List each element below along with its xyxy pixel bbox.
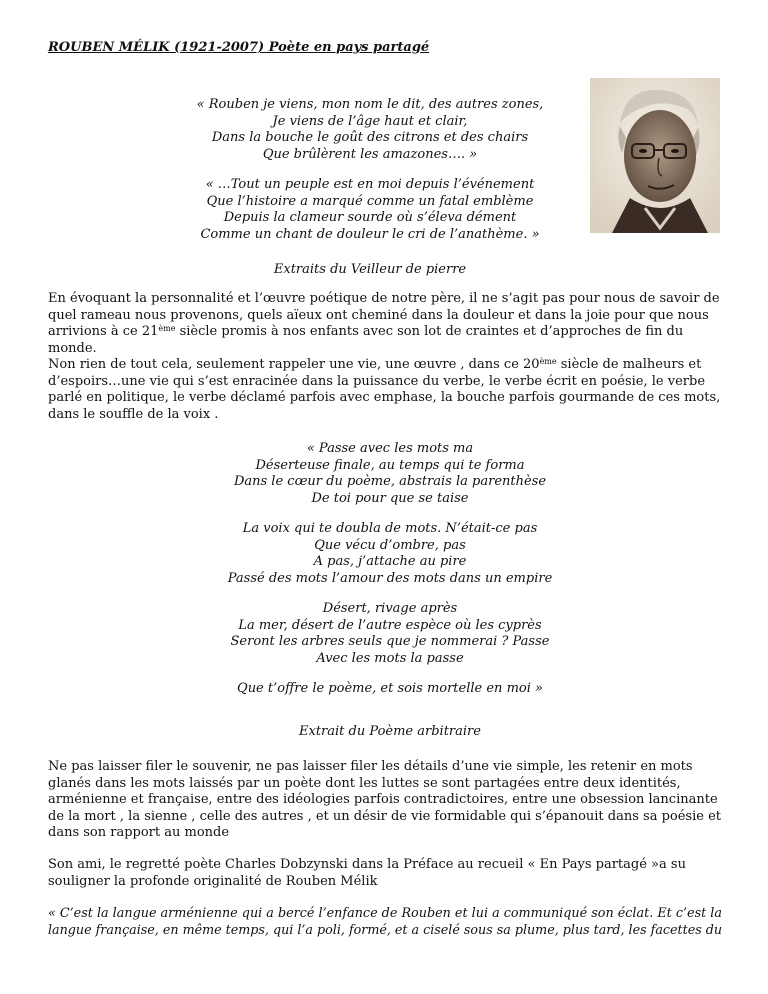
poem-line: Avec les mots la passe xyxy=(316,650,464,666)
poem-excerpt-veilleur xyxy=(180,97,560,243)
poem-line: De toi pour que se taise xyxy=(311,490,469,506)
text-line: dans son rapport au monde xyxy=(48,825,230,840)
poem-line: Seront les arbres seuls que je nommerai ? Passe xyxy=(230,634,550,649)
poem-line: « …Tout un peuple est en moi depuis l’événement xyxy=(205,177,535,192)
poem-line: Que l’histoire a marqué comme un fatal emblème xyxy=(206,193,534,209)
page-title: ROUBEN MÉLIK (1921-2007) Poète en pays partagé xyxy=(48,40,430,55)
poem-line: Depuis la clameur sourde où s’éleva dément xyxy=(223,210,517,225)
poem-excerpt-arbitraire xyxy=(180,441,600,698)
poem-source-caption: Extraits du Veilleur de pierre xyxy=(273,262,467,277)
poem-line: Déserteuse finale, au temps qui te forma xyxy=(255,457,525,473)
text-line: d’espoirs…une vie qui s’est enracinée dans la puissance du verbe, le verbe écrit en poésie, le verbe xyxy=(48,373,706,389)
memory-paragraph xyxy=(48,759,722,842)
text-line: Ne pas laisser filer le souvenir, ne pas laisser filer les détails d’une vie simple, les retenir en mots xyxy=(48,759,693,774)
text-line: « C’est la langue arménienne qui a bercé l’enfance de Rouben et lui a communiqué son éclat. Et c’est la xyxy=(48,906,722,921)
poem-line: Passé des mots l’amour des mots dans un empire xyxy=(227,570,553,586)
poem-line: Dans la bouche le goût des citrons et des chairs xyxy=(211,130,529,145)
text-line: monde. xyxy=(48,340,97,356)
text-line: parlé en politique, le verbe déclamé parfois avec emphase, la bouche parfois gourmande de ces mots, xyxy=(48,390,721,405)
quote-paragraph xyxy=(48,906,722,939)
poem-line: La voix qui te doubla de mots. N’était-ce pas xyxy=(242,521,538,536)
poem-line: Que brûlèrent les amazones…. » xyxy=(262,146,478,162)
author-portrait xyxy=(590,78,720,233)
text-line: langue française, en même temps, qui l’a poli, formé, et a ciselé sous sa plume, plus tard, les facettes du xyxy=(48,922,723,938)
text-line: arrivions à ce 21ème siècle promis à nos enfants avec son lot de craintes et d’approches de fin du xyxy=(48,324,684,339)
poem-line: Comme un chant de douleur le cri de l’anathème. » xyxy=(200,226,540,242)
poem-source-caption: Extrait du Poème arbitraire xyxy=(299,724,481,739)
poem-line: Que t’offre le poème, et sois mortelle en moi » xyxy=(237,681,543,696)
poem-line: Dans le cœur du poème, abstrais la parenthèse xyxy=(233,474,547,489)
poem-line: La mer, désert de l’autre espèce où les cyprès xyxy=(238,617,542,633)
text-line: souligner la profonde originalité de Rouben Mélik xyxy=(48,873,378,889)
text-line: Non rien de tout cela, seulement rappeler une vie, une œuvre , dans ce 20ème siècle de malheurs et xyxy=(48,357,702,372)
text-line: dans le souffle de la voix . xyxy=(48,406,219,422)
text-line: glanés dans les mots laissés par un poète dont les luttes se sont partagées entre deux identités, xyxy=(48,775,681,791)
poem-line: « Rouben je viens, mon nom le dit, des autres zones, xyxy=(196,97,544,112)
text-line: En évoquant la personnalité et l’œuvre poétique de notre père, il ne s’agit pas pour nous de savoir de xyxy=(48,291,720,306)
poem-line: A pas, j’attache au pire xyxy=(313,554,467,569)
poem-line: Désert, rivage après xyxy=(322,601,458,616)
poem-line: Que vécu d’ombre, pas xyxy=(314,537,466,553)
text-line: de la mort , la sienne , celle des autres , et un désir de vie formidable qui s’épanouit dans sa poésie et xyxy=(48,808,721,824)
preface-paragraph xyxy=(48,857,722,890)
text-line: quel rameau nous provenons, quels aïeux ont cheminé dans la douleur et dans la joie pour que nous xyxy=(48,307,709,323)
intro-paragraph xyxy=(48,291,722,423)
text-line: Son ami, le regretté poète Charles Dobzynski dans la Préface au recueil « En Pays partagé »a su xyxy=(48,857,686,872)
poem-line: « Passe avec les mots ma xyxy=(306,441,474,456)
text-line: arménienne et française, entre des idéologies parfois contradictoires, entre une obsession lancinante xyxy=(48,792,718,807)
poem-line: Je viens de l’âge haut et clair, xyxy=(272,113,468,129)
